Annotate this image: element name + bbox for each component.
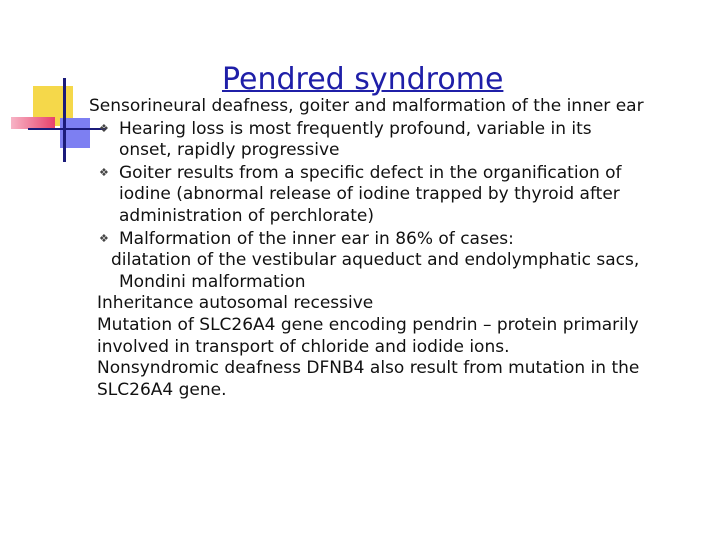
intro-text: Sensorineural deafness, goiter and malformation of the inner ear bbox=[89, 96, 644, 116]
paragraph-mutation: Mutation of SLC26A4 gene encoding pendrin – protein primarily involved in transport of chloride and iodide ions. bbox=[97, 314, 639, 357]
slide-title: Pendred syndrome bbox=[222, 62, 504, 97]
bullet-text: Goiter results from a specific defect in the organification of iodine (abnormal release of iodine trapped by thyroid after administration of perchlorate) bbox=[119, 162, 622, 226]
diamond-bullet-icon: ❖ bbox=[99, 121, 109, 135]
bullet-text: Malformation of the inner ear in 86% of cases: bbox=[119, 228, 514, 249]
decor-vertical-line bbox=[63, 78, 66, 162]
bullet-item bbox=[89, 162, 649, 228]
paragraph-nonsyndromic: Nonsyndromic deafness DFNB4 also result from mutation in the SLC26A4 gene. bbox=[97, 358, 640, 400]
bullet-continuation: dilatation of the vestibular aqueduct and endolymphatic sacs, Mondini malformation bbox=[111, 250, 640, 292]
bullet-item bbox=[89, 118, 649, 162]
diamond-bullet-icon: ❖ bbox=[99, 165, 109, 179]
bullet-text: Hearing loss is most frequently profound, variable in its onset, rapidly progressive bbox=[119, 118, 592, 161]
bullet-item bbox=[89, 228, 649, 251]
paragraph-inheritance: Inheritance autosomal recessive bbox=[97, 293, 374, 314]
slide-body bbox=[89, 96, 649, 401]
diamond-bullet-icon: ❖ bbox=[99, 231, 109, 245]
